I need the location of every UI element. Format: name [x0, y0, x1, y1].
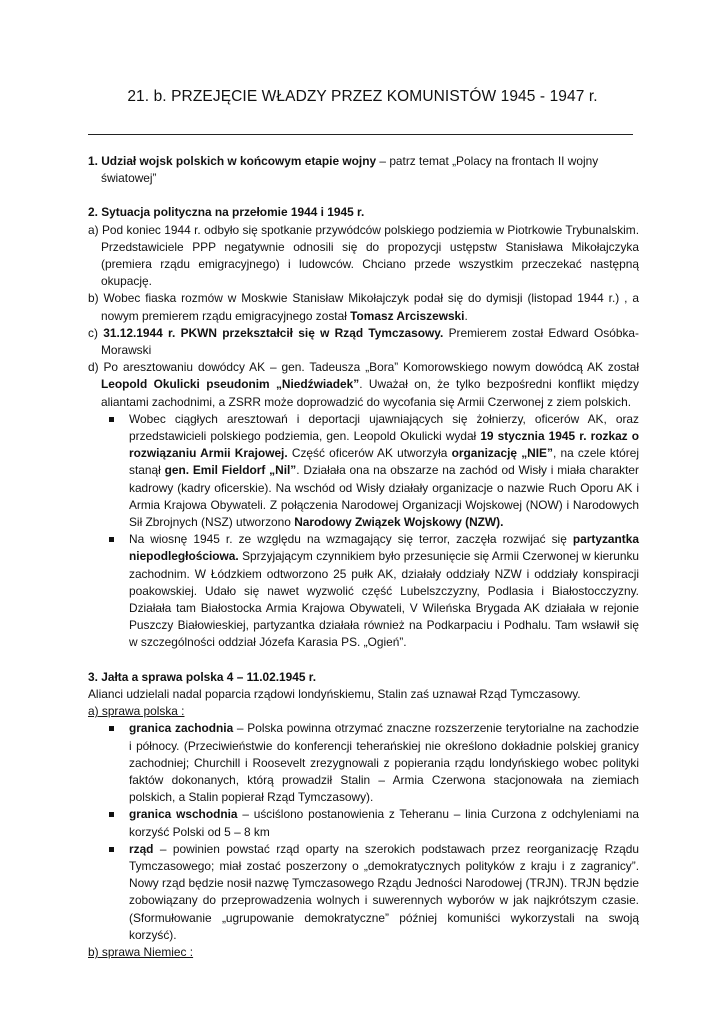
section-3-bullet-3	[88, 841, 639, 944]
section-3-sub-b	[88, 944, 639, 961]
bullet-square-icon	[109, 812, 114, 817]
item-d-text-2: . Uważał on, że tylko bezpośredni konflikt między aliantami zachodnimi, a ZSRR może doprowadzić do wycofania się Armii Czerwonej z ziem polskich.	[101, 377, 639, 409]
sub-b-label: b) sprawa Niemiec :	[88, 944, 194, 959]
section-3-bullet-1	[88, 720, 639, 806]
document-body	[88, 153, 639, 961]
bullet-text: – powinien powstać rząd oparty na szerokich podstawach przez reorganizację Rządu Tymczasowego; miał zostać poszerzony o „demokratycznych polityków z kraju i z zagranicy”. Nowy rząd będzie nosił nazwę Tymczasowego Rządu Jedności Narodowej (TRJN). TRJN będzie zobowiązany do przeprowadzenia wolnych i suwerennych wyborów w jak najkrótszym czasie. (Sformułowanie „ugrupowanie demokratyczne” później komuniści wykorzystali na swoją korzyść).	[129, 841, 639, 942]
item-b-bold: Tomasz Arciszewski	[350, 308, 465, 323]
bullet-text: Część oficerów AK utworzyła	[287, 446, 452, 461]
bullet-bold: granica wschodnia	[129, 807, 238, 822]
bullet-bold: rząd	[129, 841, 154, 856]
title-divider	[88, 134, 633, 135]
spacer	[88, 187, 639, 204]
section-3-heading-text: 3. Jałta a sprawa polska 4 – 11.02.1945 r.	[88, 669, 317, 684]
bullet-bold: partyzantka niepodległościowa.	[129, 532, 639, 564]
bullet-text: – uściślono postanowienia z Teheranu – linia Curzona z odchyleniami na korzyść Polski od 5 – 8 km	[129, 807, 639, 839]
bullet-text: , na czele której stanął	[129, 446, 639, 478]
section-1-text: – patrz temat „Polacy na frontach II wojny światowej”	[101, 154, 599, 186]
bullet-text: Na wiosnę 1945 r. ze względu na wzmagający się terror, zaczęła rozwijać się	[129, 532, 573, 547]
bullet-text: Wobec ciągłych aresztowań i deportacji ujawniających się żołnierzy, oficerów AK, oraz przedstawicieli polskiego podziemia, gen. Leopold Okulicki wydał	[129, 411, 639, 444]
bullet-bold: organizację „NIE”	[451, 446, 553, 461]
sub-a-label: a) sprawa polska :	[88, 704, 185, 719]
item-d-bold: Leopold Okulicki pseudonim „Niedźwiadek”	[101, 377, 360, 392]
bullet-square-icon	[109, 847, 114, 852]
bullet-square-icon	[109, 417, 114, 422]
bullet-bold: gen. Emil Fieldorf „Nil”	[164, 463, 297, 478]
section-3-bullet-2	[88, 806, 639, 840]
section-3-heading	[88, 669, 639, 686]
bullet-square-icon	[109, 537, 114, 542]
section-2-heading-text: 2. Sytuacja polityczna na przełomie 1944 i 1945 r.	[88, 205, 365, 220]
section-1-heading: 1. Udział wojsk polskich w końcowym etapie wojny	[88, 154, 377, 168]
item-b-end: .	[464, 308, 468, 323]
section-3-sub-a	[88, 703, 639, 720]
bullet-bold: Narodowy Związek Wojskowy (NZW).	[294, 515, 504, 530]
page-title: 21. b. PRZEJĘCIE WŁADZY PRZEZ KOMUNISTÓW 1945 - 1947 r.	[127, 88, 598, 105]
section-2-item-a: a) Pod koniec 1944 r. odbyło się spotkanie przywódców polskiego podziemia w Piotrkowie Trybunalskim. Przedstawiciele PPP negatywnie odnosili się do propozycji ustępstw Stanisława Mikołajczyka (premiera rządu emigracyjnego) i ludowców. Chciano przede wszystkim przeczekać następną okupację.	[88, 222, 639, 289]
section-2-item-c	[88, 325, 639, 359]
item-c-prefix: c)	[88, 325, 104, 340]
section-2-item-d	[88, 359, 639, 411]
bullet-text: . Działała ona na obszarze na zachód od Wisły i miała charakter kadrowy (kadry oficerskie). Na wschód od Wisły działały organizacje o nazwie Ruch Oporu AK i Armia Krajowa Obywateli. Z połączenia Narodowej Organizacji Wojskowej (NOW) i Narodowych Sił Zbrojnych (NSZ) utworzono	[129, 463, 639, 530]
bullet-bold: 19 stycznia 1945 r. rozkaz o rozwiązaniu Armii Krajowej.	[129, 429, 640, 461]
item-c-bold: 31.12.1944 r. PKWN przekształcił się w Rząd Tymczasowy.	[103, 325, 444, 340]
section-3-intro: Alianci udzielali nadal poparcia rządowi londyńskiemu, Stalin zaś uznawał Rząd Tymczasowy.	[88, 686, 581, 701]
section-2-bullet-1	[88, 411, 639, 531]
item-d-text-1: d) Po aresztowaniu dowódcy AK – gen. Tadeusza „Bora” Komorowskiego nowym dowódcą AK został	[88, 360, 639, 375]
bullet-text: Sprzyjającym czynnikiem było przesunięcie się Armii Czerwonej w kierunku zachodnim. W Łódzkiem odtworzono 25 pułk AK, działały oddziały NZW i oddziały konspiracji poakowskiej. Udało się nawet wyzwolić część Lubelszczyzny, Podlasia i Białostocczyzny. Działała tam Białostocka Armia Krajowa Obywateli, V Wileńska Brygada AK działała w rejonie Puszczy Białowieskiej, partyzantka działała również na Podkarpaciu i Podhalu. Tam wsławił się w szczególności oddział Józefa Karasia PS. „Ogień”.	[129, 549, 639, 650]
item-b-text: b) Wobec fiaska rozmów w Moskwie Stanisław Mikołajczyk podał się do dymisji (listopad 1944 r.) , a nowym premierem rządu emigracyjnego został	[88, 291, 639, 323]
spacer	[88, 652, 639, 669]
bullet-text: – Polska powinna otrzymać znaczne rozszerzenie terytorialne na zachodzie i północy. (Przeciwieństwie do konferencji teherańskiej nie określono dokładnie polskiej granicy zachodniej; Churchill i Roosevelt zrezygnowali z popierania rządu londyńskiego wobec polityki faktów dokonanych, którą prowadził Stalin – Armia Czerwona stacjonowała na ziemiach polskich, a Stalin popierał Rząd Tymczasowy).	[129, 721, 639, 805]
item-c-text: Premierem został Edward Osóbka-Morawski	[101, 325, 639, 358]
section-2-bullet-2	[88, 531, 639, 651]
section-2-heading	[88, 204, 639, 221]
section-1	[88, 153, 639, 187]
bullet-square-icon	[109, 726, 114, 731]
bullet-bold: granica zachodnia	[129, 721, 234, 736]
section-2-item-b	[88, 290, 639, 324]
